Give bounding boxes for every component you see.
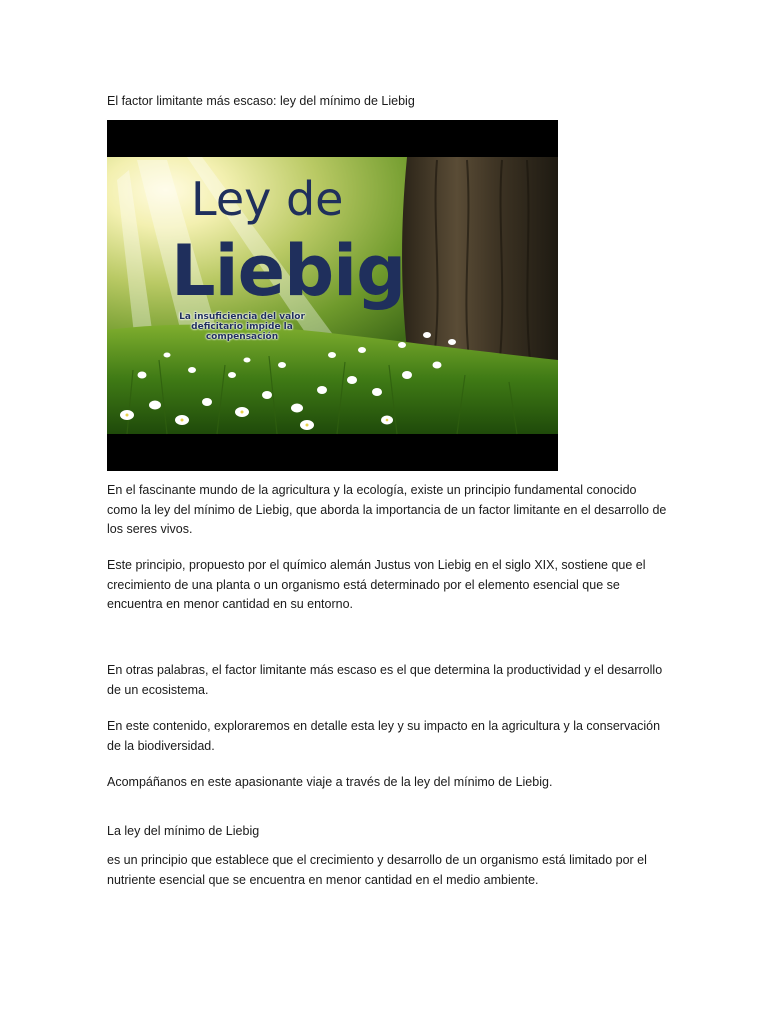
hero-image — [107, 120, 558, 471]
paragraph-intro: En el fascinante mundo de la agricultura y la ecología, existe un principio fundamental conocido como la ley del mínimo de Liebig, que aborda la importancia de un factor limitante en el desarrollo de los seres vivos. — [107, 483, 667, 536]
hero-tagline: La insuficiencia del valor deficitario impide la compensación — [179, 312, 305, 342]
paragraph-content-overview: En este contenido, exploraremos en detalle esta ley y su impacto en la agricultura y la conservación de la biodiversidad. — [107, 719, 661, 753]
paragraph-principle: Este principio, propuesto por el químico alemán Justus von Liebig en el siglo XIX, sostiene que el crecimiento de una planta o un organismo está determinado por el elemento esencial que se encuentra en menor cantidad en su entorno. — [107, 558, 646, 611]
section-subheading: La ley del mínimo de Liebig — [107, 824, 260, 838]
hero-title-line2: Liebig — [171, 230, 406, 312]
document-title: El factor limitante más escaso: ley del mínimo de Liebig — [107, 94, 415, 108]
paragraph-invitation: Acompáñanos en este apasionante viaje a través de la ley del mínimo de Liebig. — [107, 775, 553, 789]
paragraph-definition: es un principio que establece que el crecimiento y desarrollo de un organismo está limitado por el nutriente esencial que se encuentra en menor cantidad en el medio ambiente. — [107, 853, 647, 887]
hero-title-line1: Ley de — [191, 172, 344, 226]
paragraph-limiting-factor: En otras palabras, el factor limitante más escaso es el que determina la productividad y el desarrollo de un ecosistema. — [107, 663, 663, 697]
